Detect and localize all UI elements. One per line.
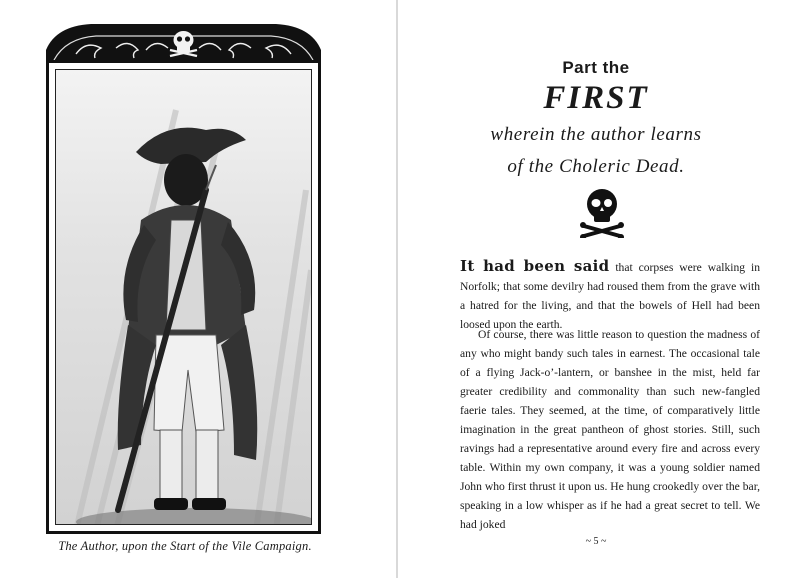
paragraph-1-text: that corpses were walking in Norfolk; that some devilry had roused them from the grave with a hatred for the living, and that the bowels of Hell had been loosed upon the earth. (460, 261, 761, 331)
part-number-heading: FIRST (543, 80, 649, 116)
chapter-subtitle-line1: wherein the author learns (490, 124, 702, 145)
chapter-subtitle-line2: of the Choleric Dead. (507, 156, 685, 177)
part-label: Part the (562, 58, 630, 77)
body-paragraph-1 (460, 257, 760, 334)
right-page (398, 0, 794, 578)
soldier-illustration (56, 70, 312, 525)
illustration-frame (46, 60, 321, 534)
illustration-caption: The Author, upon the Start of the Vile Campaign. (58, 539, 312, 553)
skull-crossbones-icon (578, 186, 626, 238)
opening-blackletter-words: It had been said (460, 257, 610, 275)
page-number: ~ 5 ~ (585, 536, 607, 547)
body-paragraph-2: Of course, there was little reason to question the madness of any who might bandy such tales in earnest. The occasional tale of a flying Jack-o’-lantern, or banshee in the mist, held far greater credibility and commonality than such new-fangled faerie tales. They seemed, at the time, of comparatively little imagination in the great pantheon of ghost stories. Still, such ravings had a representative around every fire and across every table. Within my own company, it was a young soldier named John who first thrust it upon us. He hung crookedly over the bar, speaking in a low whisper as if he had a great secret to tell. We had joked (460, 328, 760, 531)
